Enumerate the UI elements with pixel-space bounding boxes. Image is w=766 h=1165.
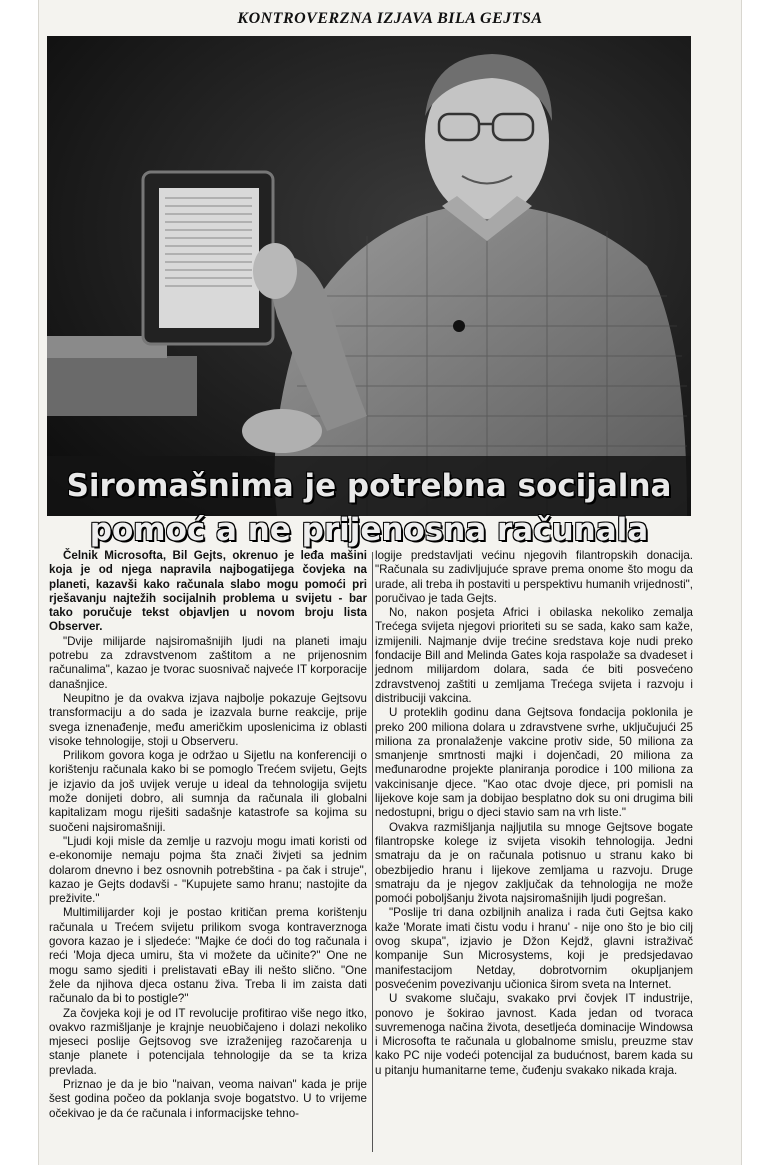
article-photo xyxy=(47,36,691,516)
paragraph: Neupitno je da ovakva izjava najbolje pokazuje Gejtsovu transformaciju a do sada je izazvala burne reakcije, prije svega iznenađenje, među američkim uposlenicima iz oblasti visoke tehnologije, stoji u Observeru. xyxy=(49,691,367,748)
headline-line-1: Siromašnima je potrebna socijalna xyxy=(66,468,672,504)
paragraph: Za čovjeka koji je od IT revolucije profitirao više nego itko, ovakvo razmišljanje je krajnje neuobičajeno i dolazi nekoliko mjeseci poslije Gejtsovog sve izraženijeg razočarenja u stanje planete i potencijala tehnologije da se ta kriza prevlada. xyxy=(49,1006,367,1077)
continued-paragraph: logije predstavljati većinu njegovih filantropskih donacija. "Računala su zadivljujuće sprave prema onome što mogu da urade, ali treba ih postaviti u perspektivu humanih vrijednosti", poručivao je tada Gejts. xyxy=(375,549,693,605)
paragraph: U svakome slučaju, svakako prvi čovjek IT industrije, ponovo je šokirao javnost. Kada jedan od tvoraca suvremenoga načina života, desetljeća dominacije Windowsa i Microsofta te računala u globalnome smislu, preuzme stav kako PC nije vodeći potencijal za budućnost, barem kada su u pitanju humanitarne teme, čuđenju svakako nikada kraja. xyxy=(375,992,693,1077)
paragraph: Multimilijarder koji je postao kritičan prema korištenju računala u Trećem svijetu prilikom svoga kontraverznoga govora kazao je i sljedeće: "Majke će doći do tog računala i reći 'Moja djeca umiru, šta vi možete da učinite?" One ne mogu samo sjediti i prelistavati eBay ili nešto slično. "One žele da njihova djeca ostanu živa. Treba li im zaista dati računalo da bi to postigle?" xyxy=(49,906,367,1006)
newspaper-clipping xyxy=(38,0,742,1165)
paragraph: No, nakon posjeta Africi i obilaska nekoliko zemalja Trećega svijeta njegovi prioriteti su se sada, kako sam kaže, izmijenili. Najmanje dvije trećine sredstava koje nudi preko fondacije Bill and Melinda Gates koja raspolaže sa dvadeset i jednom milijardom dolara, sada će biti posvećeno zdravstvenoj zaštiti u zemljama Trećega svijeta i razvoju i distribuciji vakcina. xyxy=(375,606,693,705)
kicker: KONTROVERZNA IZJAVA BILA GEJTSA xyxy=(237,10,543,27)
paragraph: Prilikom govora koga je održao u Sijetlu na konferenciji o korištenju računala kako bi se pomoglo Trećem svijetu, Gejts je izjavio da još uvijek veruje u ideal da tehnologija svijetu može donijeti dobro, ali sumnja da računala ili globalni kapitalizam mogu riješiti sadašnje katastrofe sa kojima su suočeni najsiromašniji. xyxy=(49,749,367,834)
paragraph: Ovakva razmišljanja najljutila su mnoge Gejtsove bogate filantropske kolege iz svijeta visokih tehnologija. Jedni smatraju da je on računala potisnuo u stranu kako bi obezbijedio hranu i lijekove zemljama u razvoju. Druge smatraju da je njegov zaključak da tehnologija ne može pomoći poboljšanju života najsiromašnijih ljudi pogrešan. xyxy=(375,820,693,906)
article-column-2 xyxy=(375,549,693,1078)
column-divider xyxy=(372,552,373,1152)
article-column-1 xyxy=(49,549,367,1121)
lead-paragraph: Čelnik Microsofta, Bil Gejts, okrenuo je leđa mašini koja je od njega napravila najbogatijega čovjeka na planeti, kazavši kako računala slabo mogu pomoći pri rješavanju najtežih socijalnih problema u svijetu - bar tako poručuje tekst objavljen u novom broju lista Observer. xyxy=(49,549,367,634)
headline-line-2: pomoć a ne prijenosna računala xyxy=(89,512,649,548)
paragraph: Priznao je da je bio "naivan, veoma naivan" kada je prije šest godina počeo da poklanja svoje bogatstvo. U to vrijeme očekivao je da će računala i informacijske tehno- xyxy=(49,1077,367,1120)
paragraph: "Poslije tri dana ozbiljnih analiza i rada čuti Gejtsa kako kaže 'Morate imati čistu vodu i hranu' - nije ono što je bio cilj ovog skupa", izjavio je Džon Kejdž, glavni istraživač kompanije Sun Microsystems, koji je predsjedavao manifestacijom Netday, dobrotvornim okupljanjem posvećenim povezivanju učionica širom sveta na Internet. xyxy=(375,906,693,991)
person-holding-tablet-photo xyxy=(47,36,691,516)
paragraph: "Ljudi koji misle da zemlje u razvoju mogu imati koristi od e-ekonomije nemaju pojma šta znači živjeti sa jednim dolarom dnevno i bez osnovnih potrebština - pa čak i struje", kazao je Gejts dodavši - "Kupujete samo hranu; nastojite da preživite." xyxy=(49,834,367,906)
paragraph: "Dvije milijarde najsiromašnijih ljudi na planeti imaju potrebu za zdravstvenom zaštitom a ne prijenosnim računalima", kazao je tvorac suosnivač najveće IT korporacije današnjice. xyxy=(49,634,367,691)
paragraph: U proteklih godinu dana Gejtsova fondacija poklonila je preko 200 miliona dolara u zdravstvene svrhe, uključujući 25 miliona za pronalaženje vakcine protiv side, 50 miliona za smanjenje smrtnosti majki i dojenčadi, 20 miliona za međunarodne projekte planiranja porodice i 100 miliona za vakcinisanje djece. "Kao otac dvoje djece, pri pomisli na lijekove koje sam ja dobijao besplatno dok su oni drugima bili nedostupni, brigu o djeci stavio sam na vrh liste." xyxy=(375,706,693,820)
